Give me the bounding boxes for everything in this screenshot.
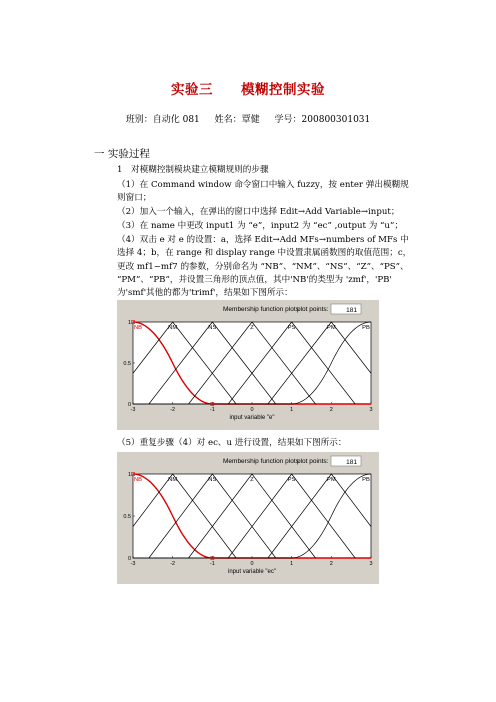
mf-label: PM — [326, 477, 336, 483]
student-info — [0, 112, 496, 125]
name-info: 姓名：覃健 — [214, 115, 260, 125]
plot-points-value: 181 — [346, 307, 357, 314]
y-tick-label: 0 — [127, 402, 131, 408]
mf-label: PS — [287, 325, 296, 331]
step-heading: 1 对模糊控制模块建立模糊规则的步骤 — [117, 165, 269, 175]
step-4-line: （4）双击 e 对 e 的设置：a，选择 Edit→Add MFs→numbers of MFs 中 — [117, 235, 409, 245]
plot-axes — [133, 322, 371, 404]
mf-label: NB — [133, 477, 143, 483]
x-tick-label: -3 — [130, 561, 136, 567]
x-axis-label: input variable "ec" — [228, 569, 276, 575]
y-tick-label: 0.5 — [123, 514, 131, 520]
x-tick-label: -2 — [170, 407, 176, 413]
plot-header: Membership function plots — [223, 458, 299, 465]
x-axis-label: input variable "e" — [229, 415, 275, 421]
plot-points-value: 181 — [346, 459, 357, 466]
class-info: 班别：自动化 081 — [125, 115, 200, 125]
x-tick-label: 1 — [290, 561, 294, 567]
x-tick-label: 3 — [369, 561, 373, 567]
mf-label: NB — [133, 325, 143, 331]
id-info: 学号：200800301031 — [274, 115, 371, 125]
y-tick-label: 1 — [127, 472, 131, 478]
x-tick-label: 3 — [369, 407, 373, 413]
mf-label: PB — [362, 325, 370, 331]
x-tick-label: 0 — [250, 561, 254, 567]
x-tick-label: 2 — [329, 407, 333, 413]
mf-label: PS — [287, 477, 296, 483]
x-tick-label: -1 — [209, 561, 215, 567]
x-tick-label: 2 — [329, 561, 333, 567]
step-5-line: （5）重复步骤（4）对 ec、u 进行设置，结果如下图所示： — [117, 438, 347, 448]
mf-label: PM — [326, 325, 336, 331]
section-heading: 一 实验过程 — [94, 148, 150, 160]
mf-plot-svg — [117, 300, 379, 430]
mf-label: NS — [208, 477, 217, 483]
mf-label: PB — [362, 477, 370, 483]
x-tick-label: 1 — [290, 407, 294, 413]
mf-plot-svg — [117, 452, 379, 584]
x-tick-label: -3 — [130, 407, 136, 413]
plot-axes — [133, 474, 371, 558]
mf-label: NS — [208, 325, 217, 331]
plot-points-label: plot points: — [297, 458, 329, 465]
y-tick-label: 1 — [127, 320, 131, 326]
step-1-line: （1）在 Command window 命令窗口中输入 fuzzy，按 enter 弹出模糊规 — [117, 180, 409, 190]
step-4-cont-3: “PM”、“PB”，并设置三角形的顶点值，其中'NB'的类型为 'zmf'，'PB' — [117, 275, 392, 285]
page-title: 实验三 模糊控制实验 — [171, 82, 325, 98]
membership-plot-ec — [117, 452, 379, 584]
plot-header: Membership function plots — [223, 306, 299, 313]
step-4-cont-2: 更改 mf1~mf7 的参数，分别命名为 “NB”、“NM”、“NS”、“Z”、“PS”、 — [117, 262, 409, 272]
y-tick-label: 0.5 — [123, 361, 131, 367]
mf-label: Z — [250, 477, 254, 483]
step-2-line: （2）加入一个输入，在弹出的窗口中选择 Edit→Add Variable→input； — [117, 207, 400, 217]
plot-points-label: plot points: — [297, 306, 329, 313]
step-4-cont-1: 选择 4；b，在 range 和 display range 中设置隶属函数图的取值范围；c， — [117, 248, 412, 258]
mf-label: NM — [168, 325, 178, 331]
step-3-line: （3）在 name 中更改 input1 为 “e”，input2 为 “ec” ,output 为 “u”； — [117, 221, 403, 231]
step-1-cont: 则窗口； — [117, 193, 152, 203]
step-4-cont-4: 为'smf'其他的都为'trimf'，结果如下图所示： — [117, 288, 293, 298]
mf-label: Z — [250, 325, 254, 331]
x-tick-label: -1 — [209, 407, 215, 413]
mf-label: NM — [168, 477, 178, 483]
membership-plot-e — [117, 300, 379, 430]
y-tick-label: 0 — [127, 556, 131, 562]
x-tick-label: -2 — [170, 561, 176, 567]
x-tick-label: 0 — [250, 407, 254, 413]
